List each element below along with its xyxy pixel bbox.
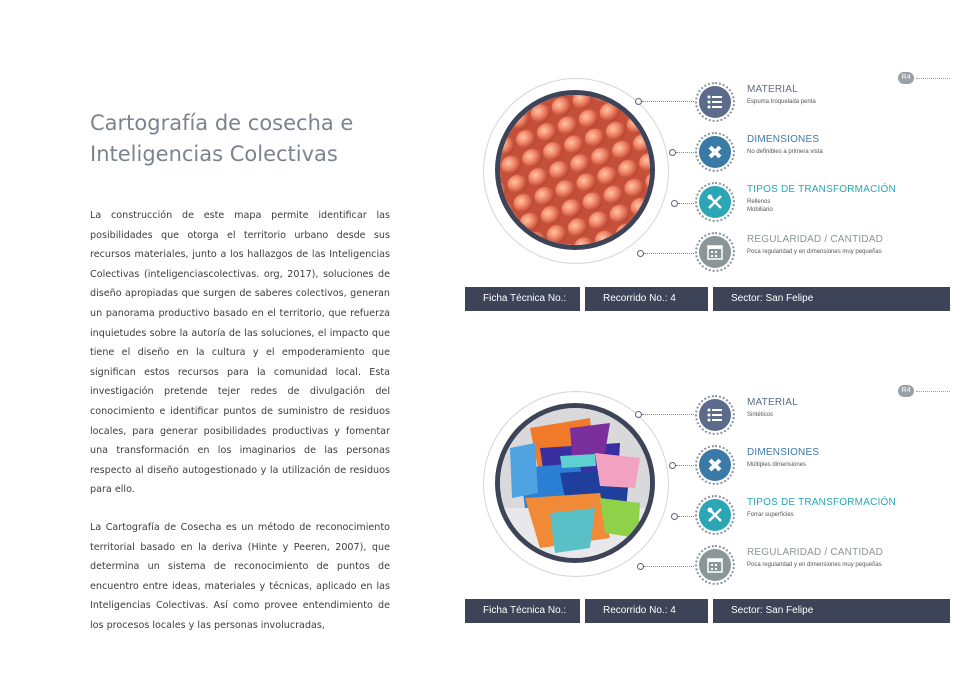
connector-line [644, 253, 694, 254]
connector-line [678, 516, 694, 517]
material-row [695, 395, 935, 435]
dimensiones-row [695, 132, 935, 172]
material-badge [695, 395, 735, 435]
tipos-value [747, 198, 917, 214]
material-value: Espuma troquelada penta [747, 99, 816, 105]
material-row [695, 82, 935, 122]
tipos-badge [695, 182, 735, 222]
tipos-value-line: Mobiliario [747, 207, 773, 213]
dimensiones-row [695, 445, 935, 485]
r4-dotted-line [916, 78, 950, 79]
dimensiones-label: DIMENSIONES [747, 447, 820, 458]
connector-dot [669, 462, 676, 469]
fabric-strips-photo [495, 403, 655, 563]
connector-dot [637, 250, 644, 257]
connector-line [678, 203, 694, 204]
regularidad-badge [695, 545, 735, 585]
foam-photo [495, 90, 655, 250]
recorrido: Recorrido No.: 4 [585, 599, 708, 623]
paragraph: La Cartografía de Cosecha es un método de reconocimiento territorial basado en la deriva (Hinte y Peeren, 2007), que determina un sistema de reconocimiento de puntos de encuentro entre ideas, materiales y técnicas, aplicado en las Inteligencias Colectivas. Así como provee entendimiento de los procesos locales y las personas involucradas, [90, 521, 390, 631]
card-footer [465, 599, 950, 640]
connector-dot [637, 563, 644, 570]
connector-dot [671, 513, 678, 520]
list-icon [706, 93, 724, 111]
ruler-pencil-icon [706, 143, 724, 161]
ficha-tecnica: Ficha Técnica No.: 007 [465, 287, 580, 311]
regularidad-row [695, 232, 935, 272]
connector-line [644, 566, 694, 567]
dimensiones-value: Múltiples dimensiones [747, 462, 807, 468]
tipos-value-line: Forrar superficies [747, 512, 794, 518]
fiche-card-010 [465, 383, 950, 640]
title-line-2: Inteligencias Colectivas [90, 142, 338, 166]
material-badge [695, 82, 735, 122]
fiche-card-007 [465, 70, 950, 328]
connector-dot [635, 411, 642, 418]
r4-badge: R4 [898, 72, 914, 84]
regularidad-label: REGULARIDAD / CANTIDAD [747, 234, 884, 245]
tipos-value [747, 511, 917, 519]
sector: Sector: San Felipe [713, 599, 950, 623]
page-title [90, 108, 410, 170]
dimensiones-value: No definibles a primera vista [747, 149, 823, 155]
calendar-icon [706, 556, 724, 574]
connector-line [676, 152, 694, 153]
tipos-badge [695, 495, 735, 535]
dimensiones-badge [695, 132, 735, 172]
material-value: Sintéticos [747, 412, 774, 418]
title-line-1: Cartografía de cosecha e [90, 111, 354, 135]
card-footer [465, 287, 950, 328]
connector-line [676, 465, 694, 466]
regularidad-row [695, 545, 935, 585]
r4-badge: R4 [898, 385, 914, 397]
tipos-label: TIPOS DE TRANSFORMACIÓN [747, 497, 896, 508]
body-text [90, 206, 390, 653]
connector-dot [671, 200, 678, 207]
connector-line [642, 101, 694, 102]
r4-dotted-line [916, 391, 950, 392]
dimensiones-label: DIMENSIONES [747, 134, 820, 145]
ruler-pencil-icon [706, 456, 724, 474]
recorrido: Recorrido No.: 4 [585, 287, 708, 311]
sector: Sector: San Felipe [713, 287, 950, 311]
connector-line [642, 414, 694, 415]
calendar-icon [706, 243, 724, 261]
tipos-value-line: Rellenos [747, 199, 771, 205]
dimensiones-badge [695, 445, 735, 485]
list-icon [706, 406, 724, 424]
tools-icon [706, 506, 724, 524]
tools-icon [706, 193, 724, 211]
ficha-tecnica: Ficha Técnica No.: 010 [465, 599, 580, 623]
regularidad-label: REGULARIDAD / CANTIDAD [747, 547, 884, 558]
regularidad-value: Poca regularidad y en dimensiones muy pequeñas [747, 249, 882, 255]
tipos-row [695, 495, 935, 535]
material-label: MATERIAL [747, 84, 798, 95]
material-label: MATERIAL [747, 397, 798, 408]
connector-dot [669, 149, 676, 156]
tipos-row [695, 182, 935, 222]
tipos-label: TIPOS DE TRANSFORMACIÓN [747, 184, 896, 195]
regularidad-badge [695, 232, 735, 272]
paragraph: La construcción de este mapa permite identificar las posibilidades que otorga el territorio urbano desde sus recursos materiales, junto a los hallazgos de las Inteligencias Colectivas (inteligenciascolectivas. org, 2017), soluciones de diseño apropiadas que surgen de saberes colectivos, generan un panorama productivo basado en el territorio, que refuerza inquietudes sobre la autoría de las soluciones, el impacto que tiene el diseño en la cultura y el empoderamiento que significan estos recursos para la comunidad local. Esta investigación pretende tejer redes de divulgación del conocimiento e identificar puntos de suministro de residuos locales, para generar posibilidades productivas y fomentar una transformación en los imaginarios de las personas respecto al diseño autogestionado y la utilización de residuos para ello. [90, 210, 390, 496]
connector-dot [635, 98, 642, 105]
regularidad-value: Poca regularidad y en dimensiones muy pequeñas [747, 562, 882, 568]
